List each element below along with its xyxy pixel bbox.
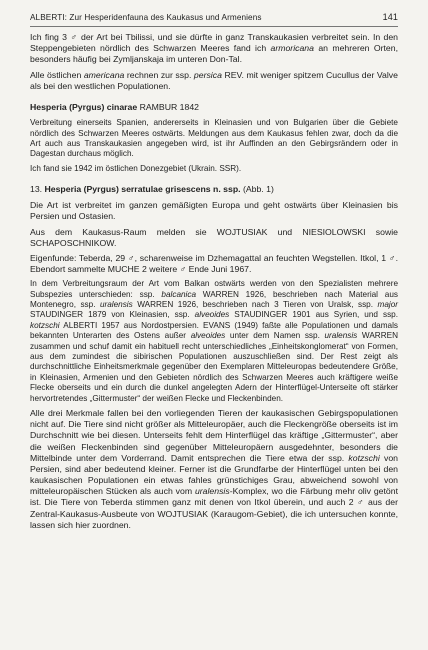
- taxon-name: major: [377, 300, 398, 310]
- species-author: RAMBUR 1842: [137, 101, 200, 112]
- paragraph: Ich fand sie 1942 im östlichen Donezgebiet (Ukrain. SSR).: [30, 163, 242, 173]
- running-header: [30, 12, 398, 27]
- taxon-name: kotzschi: [348, 452, 380, 463]
- section-heading: [30, 184, 398, 195]
- paragraph: Eigenfunde: Teberda, 29 ♂, scharenweise im Dzhemagattal an feuchten Wegstellen. Itkol, 1 ♂. Ebendort sammelte MUCHE 2 weitere ♂ Ende Juni 1967.: [30, 252, 398, 275]
- text-span: STAUDINGER 1879 von Kleinasien, ssp.: [30, 310, 195, 320]
- taxon-name: uralensis: [194, 486, 230, 497]
- text-span: STAUDINGER 1901 aus Syrien, und ssp.: [229, 310, 398, 320]
- taxon-name: americana: [83, 69, 125, 80]
- text-span: WARREN zusammen und schuf damit ein habituell recht unterschiedliches „Einheitskonglomerat“ von Formen, aus dem zumindest die sibirischen Populationen auszuschließen sind. Der Rest zeigt als durchschnittliche Einheitsmerkmale gegenüber den Exemplaren Mitteleuropas bedeutendere Größe, in Kleinasien, Armenien und den Gebieten nördlich des Schwarzen Meeres auch kräftigere weiße Flecke oberseits und ein durch die dunkel angelegten Adern der Hinterflügel-Unterseite oft stärker hervortretendes „Gittermuster“ der weißen Flecke und Fleckenbinden.: [30, 331, 399, 403]
- figure-reference: (Abb. 1): [240, 184, 274, 195]
- paragraph: Aus dem Kaukasus-Raum melden sie WOJTUSIAK und NIESIOLOWSKI sowie SCHAPOSCHNIKOW.: [30, 226, 398, 248]
- text-span: ALBERTI 1957 aus Nordostpersien. EVANS (1949) faßte alle Populationen und damals bekannten Unterarten des Ostens außer: [30, 320, 398, 341]
- taxon-name: balcanica: [161, 289, 197, 299]
- page-number: 141: [382, 12, 398, 22]
- taxon-name: uralensis: [99, 300, 133, 310]
- text-span: unter dem Namen ssp.: [225, 331, 325, 341]
- text-span: Ich fing 3 ♂ der Art bei Tbilissi, und sie dürfte in ganz Transkaukasien verbreitet sein. In den Steppengebieten nördlich des Schwarzen Meeres fand ich: [30, 32, 398, 54]
- paragraph: [30, 279, 398, 404]
- text-span: WARREN 1926, beschrieben nach Material aus Montenegro, ssp.: [30, 289, 398, 310]
- taxon-name: uralensis: [324, 331, 358, 341]
- taxon-name: armoricana: [270, 43, 314, 54]
- taxon-name: persica: [193, 69, 222, 80]
- paragraph: [30, 70, 398, 92]
- paragraph: Die Art ist verbreitet im ganzen gemäßigten Europa und geht ostwärts über Kleinasien bis Persien und Ostasien.: [30, 200, 398, 222]
- text-span: REV. mit weniger spitzem Cucullus der Valve als bei den westlichen Populationen.: [30, 69, 398, 91]
- text-span: an mehreren Orten, besonders häufig bei Zymljanskaja im unteren Don-Tal.: [30, 43, 399, 65]
- text-span: -Komplex, wo die Färbung mehr oliv getönt ist. Die Tiere von Teberda stimmen ganz mit denen von Itkol überein, und auch 2 ♂ aus der Zentral-Kaukasus-Ausbeute von WOJTUSIAK (Karaugom-Gebiet), die ich untersuchen konnte, lassen sich hier zuordnen.: [30, 486, 398, 530]
- text-span: WARREN 1926, beschrieben nach 3 Tieren von Uralsk, ssp.: [132, 300, 378, 310]
- text-span: In dem Verbreitungsraum der Art vom Balkan ostwärts werden von den Spezialisten mehrere Subspezies unterschieden: ssp.: [30, 279, 398, 299]
- paragraph: [30, 408, 398, 531]
- species-name: Hesperia (Pyrgus) serratulae grisescens n. ssp.: [44, 184, 241, 195]
- running-title: ALBERTI: Zur Hesperidenfauna des Kaukasus und Armeniens: [30, 13, 262, 22]
- section-number: 13.: [30, 184, 43, 195]
- text-span: rechnen zur ssp.: [124, 69, 194, 80]
- text-span: Alle östlichen: [30, 69, 84, 80]
- taxon-name: alveoides: [194, 310, 230, 320]
- taxon-name: kotzschi: [30, 320, 60, 330]
- text-span: von Persien, sind aber bedeutend kleiner. Ferner ist die Grundfarbe der Hinterflügel unten bei den kaukasischen Populationen ein etwas fahles grünstichiges Grau, abweichend sowohl von mitteleuropäischen Stücken als auch vom: [30, 452, 398, 497]
- text-span: Alle drei Merkmale fallen bei den vorliegenden Tieren der kaukasischen Gebirgspopulationen nicht auf. Die Tiere sind nicht größer als Mitteleuropäer, auch die Fleckengröße oberseits ist im Durchschnitt wie bei diesen. Unterseits fehlt dem Hinterflügel das kräftige „Gittermuster“, aber die weißen Fleckenbinden sind gegenüber Mitteleuropäern ausgedehnter, besonders die Mittelbinde unter dem Vorderrand. Damit entsprechen die Tiere etwa der ssp.: [30, 408, 398, 463]
- species-name: Hesperia (Pyrgus) cinarae: [30, 101, 138, 112]
- paragraph: [30, 32, 398, 65]
- section-heading: [30, 102, 398, 113]
- paragraph: Verbreitung einerseits Spanien, andererseits in Kleinasien und von Bulgarien über die Gebiete nördlich des Schwarzen Meeres ostwärts. Meldungen aus dem Kaukasus fehlen zwar, doch da die Art auch aus Transkaukasien angegeben wird, ist ihr Auffinden an den Gebirgsrändern oder in Dagestan durchaus möglich.: [30, 118, 398, 159]
- taxon-name: alveoides: [190, 331, 226, 341]
